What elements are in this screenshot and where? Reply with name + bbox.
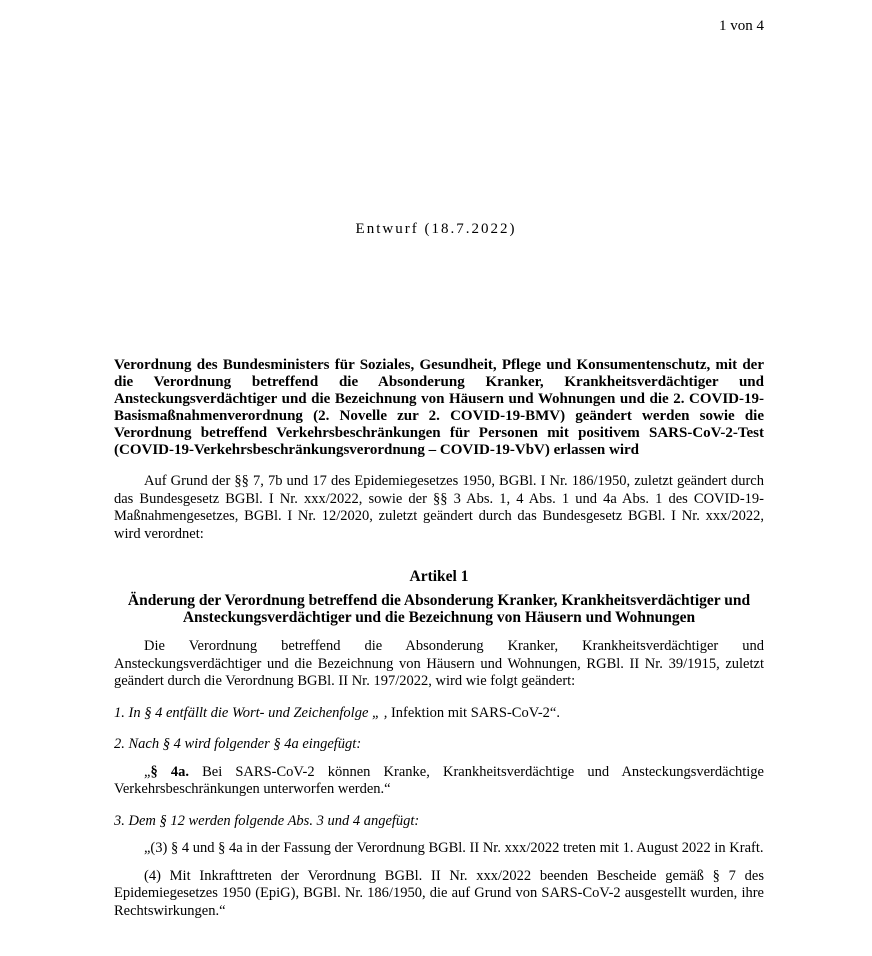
quoted-paragraph-3: „(3) § 4 und § 4a in der Fassung der Verordnung BGBl. II Nr. xxx/2022 treten mit 1. August 2022 in Kraft.: [144, 840, 764, 856]
amendment-instruction-3: 3. Dem § 12 werden folgende Abs. 3 und 4 angefügt:: [114, 812, 420, 829]
amendment-instruction-1: 1. In § 4 entfällt die Wort- und Zeichenfolge „ ,: [114, 704, 391, 721]
article-number: Artikel 1: [409, 568, 469, 585]
draft-label: Entwurf (18.7.2022): [355, 221, 517, 237]
section-4a-label: § 4a.: [150, 763, 189, 780]
quote-open-mark: „: [144, 763, 151, 780]
document-body: [114, 357, 764, 920]
section-4a-text: Bei SARS-CoV-2 können Kranke, Krankheitsverdächtige und Ansteckungsverdächtige Verkehrsbeschränkungen unterworfen werden.“: [114, 763, 764, 797]
page-number: 1 von 4: [719, 18, 764, 34]
preamble: Auf Grund der §§ 7, 7b und 17 des Epidemiegesetzes 1950, BGBl. I Nr. 186/1950, zuletzt geändert durch das Bundesgesetz BGBl. I Nr. xxx/2022, sowie der §§ 3 Abs. 1, 4 Abs. 1 und 4a Abs. 1 des COVID-19-Maßnahmengesetzes, BGBl. I Nr. 12/2020, zuletzt geändert durch das Bundesgesetz BGBl. I Nr. xxx/2022, wird verordnet:: [114, 473, 764, 542]
amendment-text-1: Infektion mit SARS-CoV-2“.: [390, 704, 560, 721]
article-title: Änderung der Verordnung betreffend die Absonderung Kranker, Krankheitsverdächtiger und Ansteckungsverdächtiger und die Bezeichnung von Häusern und Wohnungen: [127, 592, 751, 626]
quoted-section-4a: [114, 764, 764, 799]
article-intro: Die Verordnung betreffend die Absonderung Kranker, Krankheitsverdächtiger und Ansteckungsverdächtiger und die Bezeichnung von Häusern und Wohnungen, RGBl. II Nr. 39/1915, zuletzt geändert durch die Verordnung BGBl. II Nr. 197/2022, wird wie folgt geändert:: [114, 638, 764, 689]
amendment-item-1: [114, 705, 764, 723]
amendment-item-2: [114, 736, 764, 754]
amendment-item-3: [114, 813, 764, 831]
ordinance-title: Verordnung des Bundesministers für Soziales, Gesundheit, Pflege und Konsumentenschutz, mit der die Verordnung betreffend die Absonderung Kranker, Krankheitsverdächtiger und Ansteckungsverdächtiger und die Bezeichnung von Häusern und Wohnungen und die 2. COVID-19-Basismaßnahmenverordnung (2. Novelle zur 2. COVID-19-BMV) geändert werden sowie die Verordnung betreffend Verkehrsbeschränkungen für Personen mit positivem SARS-CoV-2-Test (COVID-19-Verkehrsbeschränkungsverordnung – COVID-19-VbV) erlassen wird: [114, 357, 764, 458]
quoted-paragraph-4: (4) Mit Inkrafttreten der Verordnung BGBl. II Nr. xxx/2022 beenden Bescheide gemäß § 7 des Epidemiegesetzes 1950 (EpiG), BGBl. Nr. 186/1950, die auf Grund von SARS-CoV-2 ausgestellt wurden, ihre Rechtswirkungen.“: [114, 867, 764, 919]
amendment-instruction-2: 2. Nach § 4 wird folgender § 4a eingefügt:: [114, 736, 362, 752]
